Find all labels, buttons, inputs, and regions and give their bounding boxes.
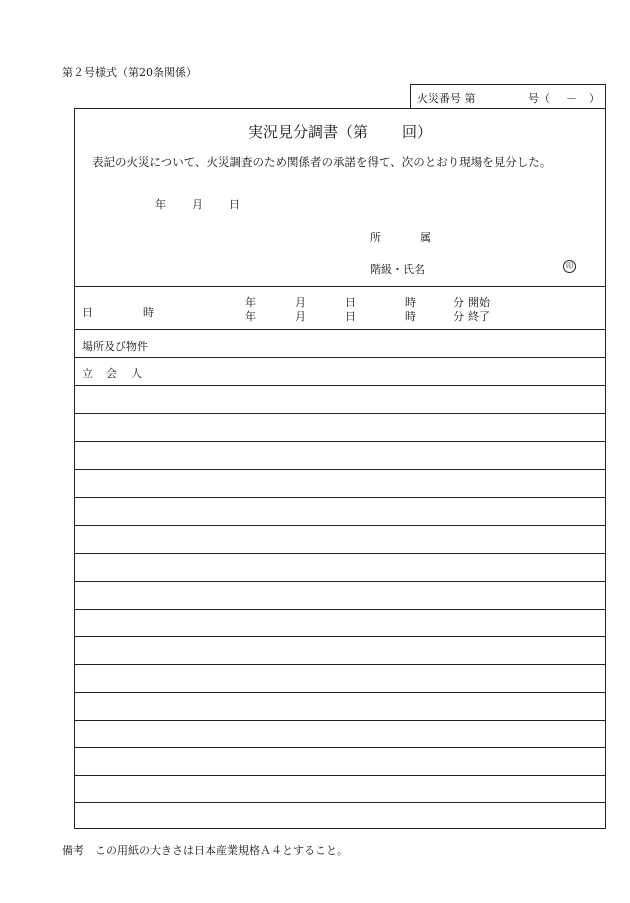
form-title-suffix: 回） bbox=[402, 123, 433, 141]
ruled-line bbox=[75, 525, 605, 526]
location-label: 場所及び物件 bbox=[82, 340, 148, 353]
witness-label-2: 会 bbox=[106, 367, 117, 380]
datetime-label-2: 時 bbox=[143, 306, 154, 319]
start-month: 月 bbox=[295, 296, 306, 309]
ruled-line bbox=[75, 497, 605, 498]
affiliation-label-2: 属 bbox=[420, 231, 431, 244]
ruled-line bbox=[75, 441, 605, 442]
ruled-line bbox=[75, 581, 605, 582]
ruled-line bbox=[75, 413, 605, 414]
ruled-line bbox=[75, 692, 605, 693]
rank-name-label: 階級・氏名 bbox=[370, 263, 425, 276]
end-minute: 分 bbox=[453, 310, 464, 323]
start-label: 開始 bbox=[468, 296, 490, 309]
form-title-text: 実況見分調書（第 bbox=[247, 123, 368, 141]
ruled-line bbox=[75, 775, 605, 776]
report-form-frame bbox=[74, 108, 606, 829]
fire-number-label: 火災番号 第 bbox=[417, 92, 476, 105]
start-hour: 時 bbox=[405, 296, 416, 309]
divider-location bbox=[75, 357, 605, 358]
datetime-label-1: 日 bbox=[82, 306, 93, 319]
ruled-line bbox=[75, 609, 605, 610]
end-label: 終了 bbox=[468, 310, 490, 323]
seal-mark: 印 bbox=[563, 260, 576, 273]
end-day: 日 bbox=[345, 310, 356, 323]
ruled-line bbox=[75, 553, 605, 554]
date-month-label: 月 bbox=[192, 198, 203, 211]
fire-number-suffix: 号（ bbox=[528, 92, 550, 105]
witness-label-3: 人 bbox=[131, 367, 142, 380]
ruled-line bbox=[75, 747, 605, 748]
ruled-line bbox=[75, 664, 605, 665]
statement-text: 表記の火災について、火災調査のため関係者の承諾を得て、次のとおり現場を見分した。 bbox=[92, 155, 552, 169]
start-minute: 分 bbox=[453, 296, 464, 309]
footnote-remarks: 備考 この用紙の大きさは日本産業規格Ａ４とすること。 bbox=[62, 844, 348, 857]
fire-number-box bbox=[410, 84, 606, 108]
end-hour: 時 bbox=[405, 310, 416, 323]
ruled-line bbox=[75, 636, 605, 637]
divider-datetime bbox=[75, 329, 605, 330]
start-year: 年 bbox=[245, 296, 256, 309]
fire-number-dash: － bbox=[566, 92, 577, 105]
ruled-line bbox=[75, 469, 605, 470]
ruled-line bbox=[75, 802, 605, 803]
form-number-label: 第２号様式（第20条関係） bbox=[62, 66, 197, 79]
date-year-label: 年 bbox=[155, 198, 166, 211]
date-day-label: 日 bbox=[229, 198, 240, 211]
fire-number-close: ） bbox=[589, 92, 600, 105]
witness-label-1: 立 bbox=[82, 367, 93, 380]
form-title bbox=[75, 121, 605, 142]
ruled-line bbox=[75, 720, 605, 721]
ruled-line bbox=[75, 385, 605, 386]
start-day: 日 bbox=[345, 296, 356, 309]
divider-header bbox=[75, 286, 605, 287]
end-year: 年 bbox=[245, 310, 256, 323]
end-month: 月 bbox=[295, 310, 306, 323]
affiliation-label-1: 所 bbox=[370, 231, 381, 244]
